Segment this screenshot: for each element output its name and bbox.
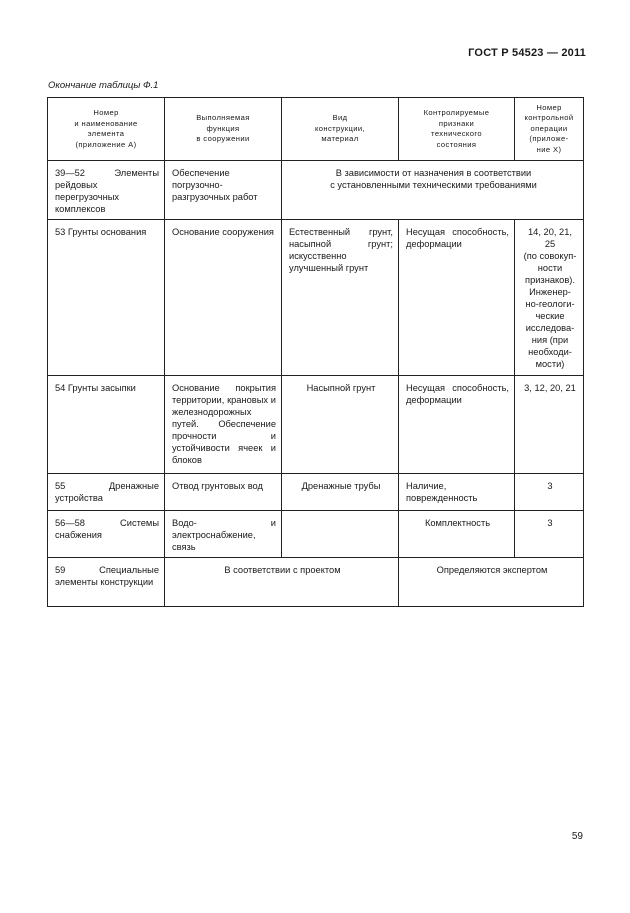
cell-function: Основание сооружения — [165, 220, 282, 376]
cell-construction: Естественный грунт, насыпной грунт; искусственно улучшенный грунт — [282, 220, 399, 376]
table-row — [48, 376, 584, 474]
page-number: 59 — [571, 831, 583, 842]
cell-element: 55 Дренажные устройства — [48, 474, 165, 511]
cell-signs: Комплектность — [399, 511, 515, 558]
header-operation: Номер контрольной операции (приложе- ние Х) — [515, 98, 584, 161]
table-row — [48, 558, 584, 607]
cell-merged-expert: Определяются экспертом — [399, 558, 584, 607]
spec-table — [47, 97, 584, 607]
table-row — [48, 220, 584, 376]
table-row — [48, 474, 584, 511]
header-element: Номер и наименование элемента (приложение А) — [48, 98, 165, 161]
cell-element: 54 Грунты засыпки — [48, 376, 165, 474]
cell-operation: 3 — [515, 474, 584, 511]
header-construction: Вид конструкции, материал — [282, 98, 399, 161]
cell-element: 59 Специальные элементы конструкции — [48, 558, 165, 607]
table-row — [48, 511, 584, 558]
cell-function: Обеспечение погрузочно-разгрузочных работ — [165, 161, 282, 220]
cell-element: 39—52 Элементы рейдовых перегрузочных комплексов — [48, 161, 165, 220]
header-function: Выполняемая функция в сооружении — [165, 98, 282, 161]
cell-construction: Насыпной грунт — [282, 376, 399, 474]
cell-operation: 14, 20, 21, 25 (по совокуп- ности признаков). Инженер- но-геологи- ческие исследова- ния (при необходи- мости) — [515, 220, 584, 376]
cell-element: 53 Грунты основания — [48, 220, 165, 376]
cell-merged-project: В соответствии с проектом — [165, 558, 399, 607]
cell-function: Отвод грунтовых вод — [165, 474, 282, 511]
cell-operation: 3, 12, 20, 21 — [515, 376, 584, 474]
cell-function: Основание покрытия территории, крановых и железнодорожных путей. Обеспечение прочности и устойчивости ячеек и блоков — [165, 376, 282, 474]
cell-operation: 3 — [515, 511, 584, 558]
cell-signs: Наличие, поврежденность — [399, 474, 515, 511]
standard-code: ГОСТ Р 54523 — 2011 — [468, 47, 586, 59]
cell-element: 56—58 Системы снабжения — [48, 511, 165, 558]
cell-construction: Дренажные трубы — [282, 474, 399, 511]
cell-construction — [282, 511, 399, 558]
table-header-row — [48, 98, 584, 161]
header-signs: Контролируемые признаки технического состояния — [399, 98, 515, 161]
cell-signs: Несущая способность, деформации — [399, 376, 515, 474]
table-caption: Окончание таблицы Ф.1 — [48, 80, 159, 91]
cell-signs: Несущая способность, деформации — [399, 220, 515, 376]
table-row — [48, 161, 584, 220]
cell-merged: В зависимости от назначения в соответствии с установленными техническими требованиями — [282, 161, 584, 220]
cell-function: Водо- и электроснабжение, связь — [165, 511, 282, 558]
